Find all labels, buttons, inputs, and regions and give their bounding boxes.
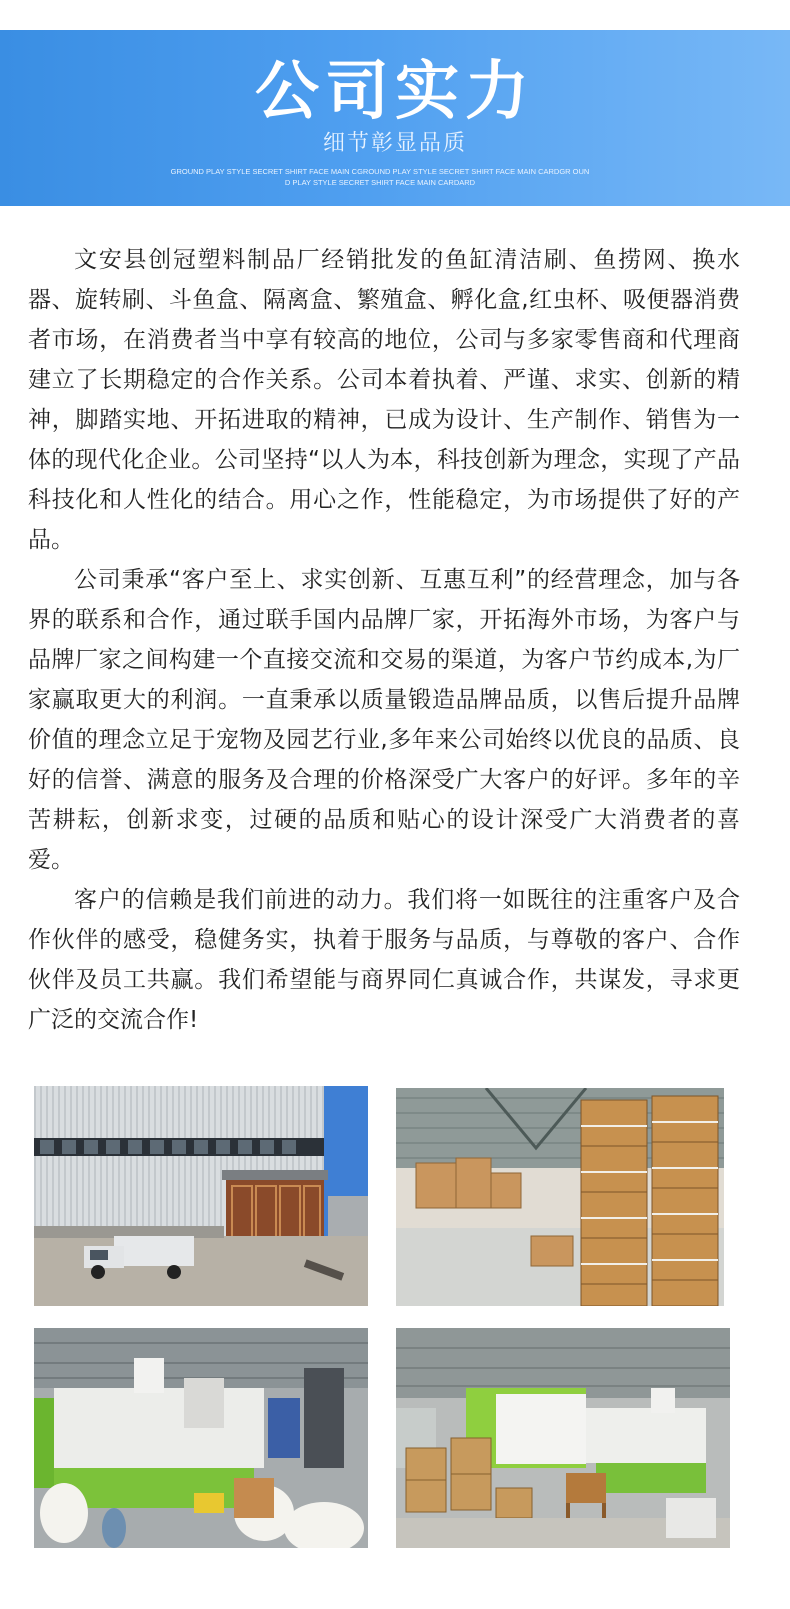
factory-exterior-photo [34,1086,368,1306]
intro-paragraph-1: 文安县创冠塑料制品厂经销批发的鱼缸清洁刷、鱼捞网、换水器、旋转刷、斗鱼盒、隔离盒、繁殖盒、孵化盒,红虫杯、吸便器消费者市场，在消费者当中享有较高的地位，公司与多家零售商和代理商建立了长期稳定的合作关系。公司本着执着、严谨、求实、创新的精神，脚踏实地、开拓进取的精神，已成为设计、生产制作、销售为一体的现代化企业。公司坚持“以人为本，科技创新为理念，实现了产品科技化和人性化的结合。用心之作，性能稳定，为市场提供了好的产品。 [28,247,740,553]
decorative-english-text: GROUND PLAY STYLE SECRET SHIRT FACE MAIN CGROUND PLAY STYLE SECRET SHIRT FACE MAIN CARDGR OUND PLAY STYLE SECRET SHIRT FACE MAIN CARDARD [170,167,590,187]
title-banner [0,30,790,206]
section-title: 公司实力 [255,55,535,129]
intro-paragraph-3: 客户的信赖是我们前进的动力。我们将一如既往的注重客户及合作伙伴的感受，稳健务实，执着于服务与品质，与尊敬的客户、合作伙伴及员工共赢。我们希望能与商界同仁真诚合作，共谋发，寻求更广泛的交流合作! [28,887,740,1033]
company-intro-article [28,240,740,1040]
injection-machine-photo-2 [396,1328,730,1548]
injection-machine-photo-1 [34,1328,368,1548]
intro-paragraph-2: 公司秉承“客户至上、求实创新、互惠互利”的经营理念，加与各界的联系和合作，通过联手国内品牌厂家，开拓海外市场，为客户与品牌厂家之间构建一个直接交流和交易的渠道，为客户节约成本,为厂家赢取更大的利润。一直秉承以质量锻造品牌品质，以售后提升品牌价值的理念立足于宠物及园艺行业,多年来公司始终以优良的品质、良好的信誉、满意的服务及合理的价格深受广大客户的好评。多年的辛苦耕耘，创新求变，过硬的品质和贴心的设计深受广大消费者的喜爱。 [28,567,740,873]
warehouse-boxes-photo [396,1088,724,1306]
section-subtitle: 细节彰显品质 [322,131,467,156]
